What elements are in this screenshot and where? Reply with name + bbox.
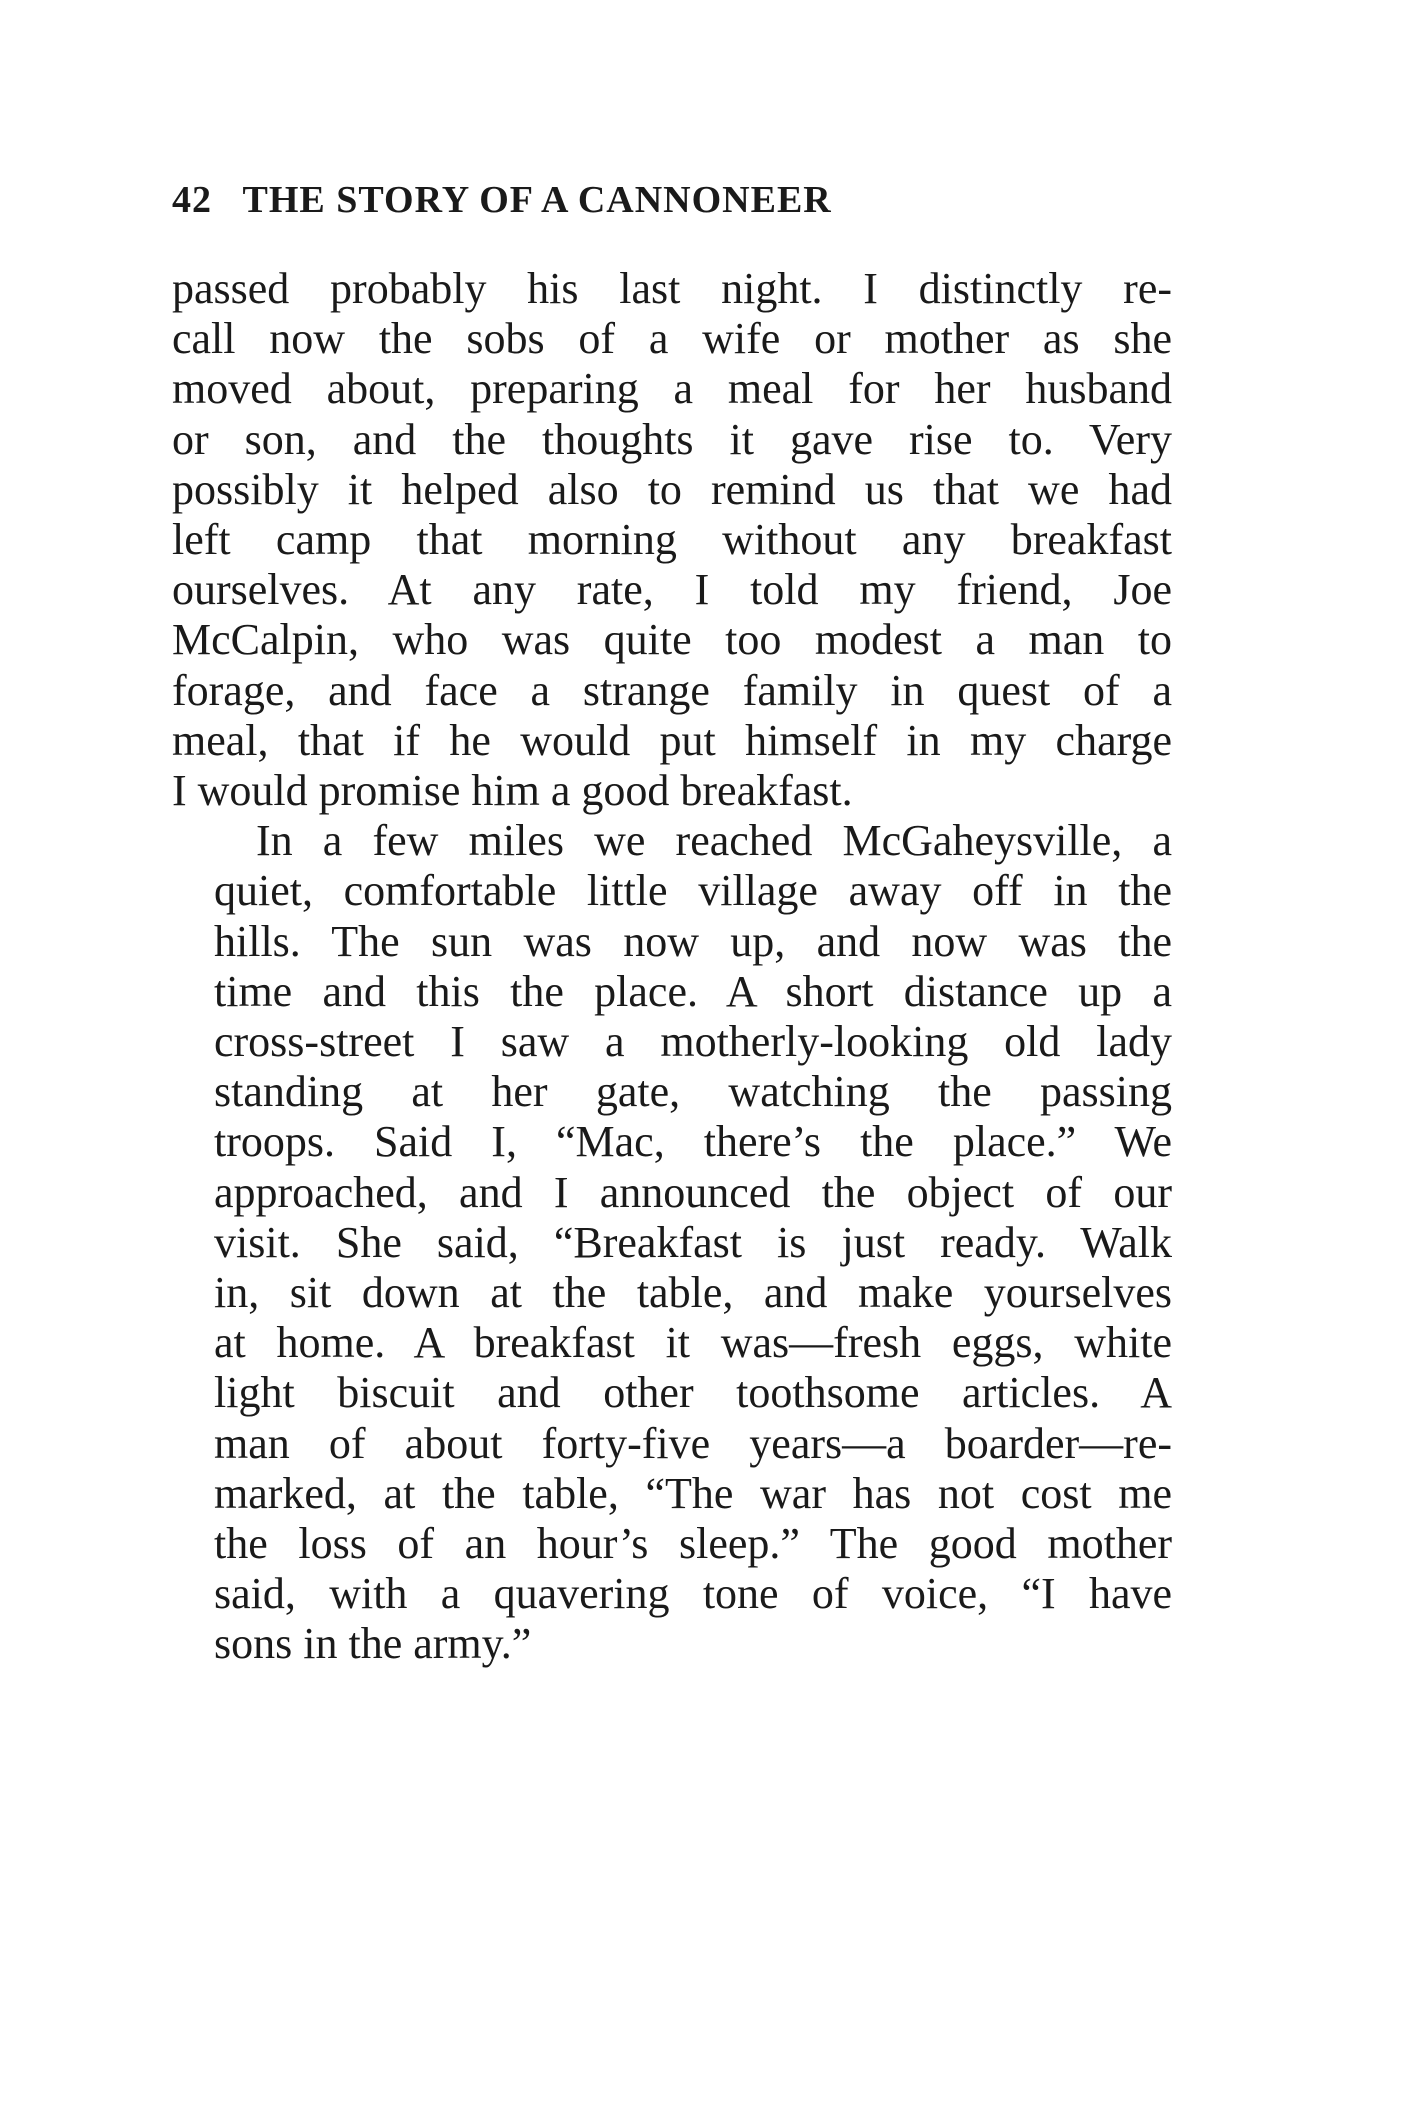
text-line: call now the sobs of a wife or mother as she (172, 314, 1172, 364)
text-line: standing at her gate, watching the passing (214, 1067, 1172, 1117)
text-line: quiet, comfortable little village away off in the (214, 866, 1172, 916)
text-line: man of about forty-five years—a boarder—re- (214, 1418, 1172, 1468)
text-line: visit. She said, “Breakfast is just ready. Walk (214, 1217, 1172, 1267)
body-text (172, 264, 1172, 1670)
text-line: forage, and face a strange family in quest of a (172, 665, 1172, 715)
text-line: moved about, preparing a meal for her husband (172, 364, 1172, 414)
paragraph-2 (172, 816, 1172, 1669)
text-line: the loss of an hour’s sleep.” The good mother (214, 1519, 1172, 1569)
text-line: at home. A breakfast it was—fresh eggs, white (214, 1318, 1172, 1368)
text-line: said, with a quavering tone of voice, “I have (214, 1569, 1172, 1619)
text-line: McCalpin, who was quite too modest a man to (172, 615, 1172, 665)
text-line: in, sit down at the table, and make yourselves (214, 1268, 1172, 1318)
text-line: time and this the place. A short distance up a (214, 966, 1172, 1016)
text-line: possibly it helped also to remind us that we had (172, 464, 1172, 514)
running-head (172, 178, 1172, 238)
paragraph-1 (172, 264, 1172, 816)
page-number: 42 (172, 179, 212, 221)
text-line: approached, and I announced the object of our (214, 1167, 1172, 1217)
text-line: passed probably his last night. I distinctly re- (172, 264, 1172, 313)
text-line: troops. Said I, “Mac, there’s the place.” We (214, 1117, 1172, 1167)
text-line: I would promise him a good breakfast. (172, 766, 853, 816)
text-line: cross-street I saw a motherly-looking old lady (214, 1017, 1172, 1067)
text-line: marked, at the table, “The war has not cost me (214, 1468, 1172, 1518)
text-line: or son, and the thoughts it gave rise to. Very (172, 414, 1172, 464)
text-line: light biscuit and other toothsome articles. A (214, 1368, 1172, 1418)
text-line: In a few miles we reached McGaheysville, a (256, 816, 1172, 866)
text-line: left camp that morning without any breakfast (172, 515, 1172, 565)
text-line: meal, that if he would put himself in my charge (172, 715, 1172, 765)
text-line: ourselves. At any rate, I told my friend, Joe (172, 565, 1172, 615)
text-line: hills. The sun was now up, and now was the (214, 916, 1172, 966)
book-title: THE STORY OF A CANNONEER (242, 179, 832, 221)
text-line: sons in the army.” (214, 1619, 532, 1669)
